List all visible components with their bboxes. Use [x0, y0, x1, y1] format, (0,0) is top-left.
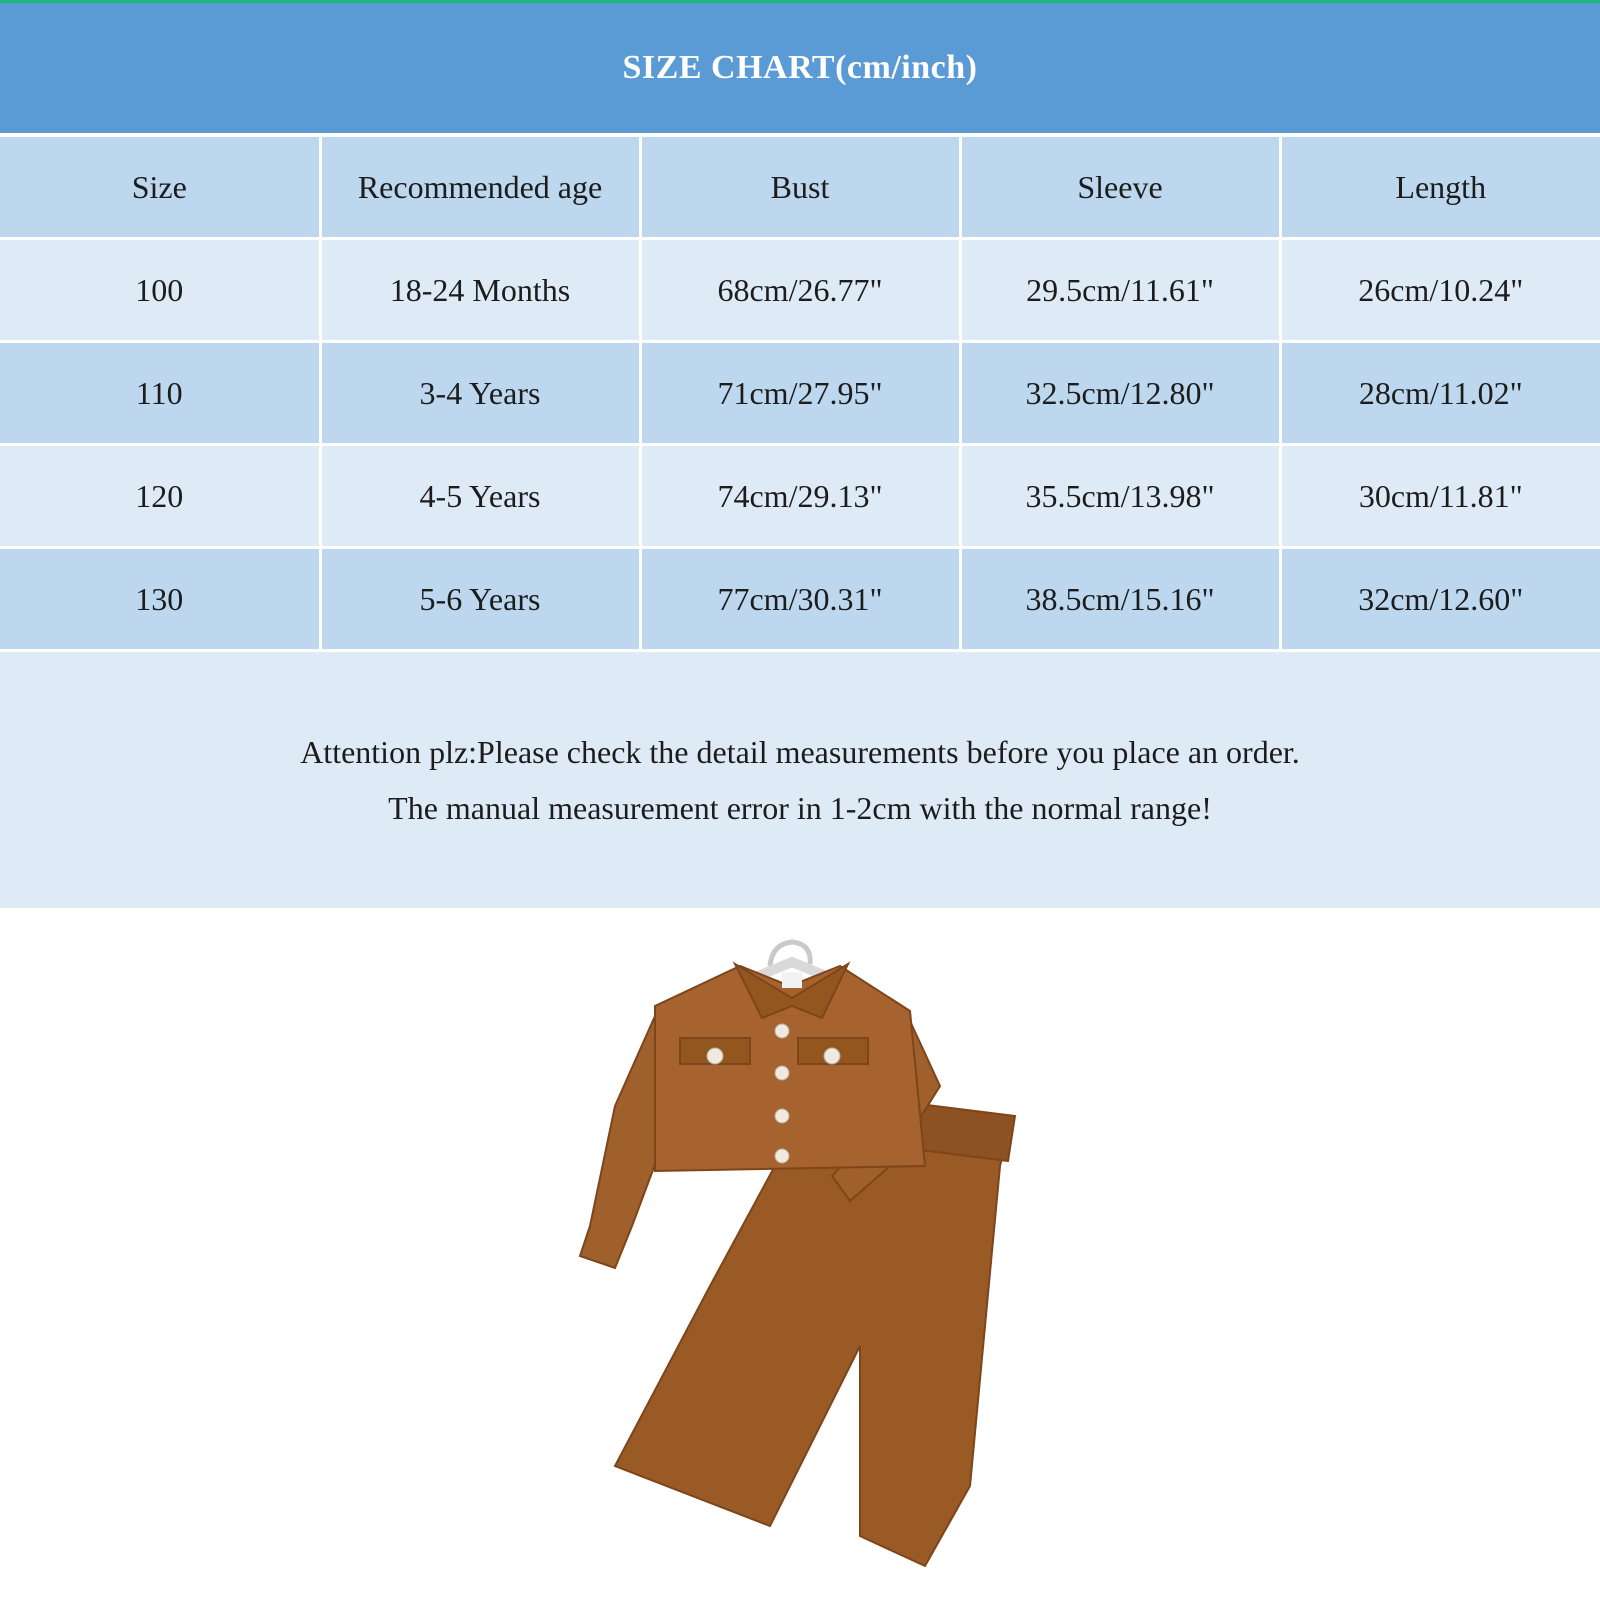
cell-sleeve: 29.5cm/11.61": [960, 239, 1280, 342]
table-header-row: [0, 137, 1600, 239]
cell-size: 110: [0, 342, 320, 445]
attention-note: [0, 652, 1600, 908]
cell-bust: 74cm/29.13": [640, 445, 960, 548]
cell-size: 130: [0, 548, 320, 651]
header-bust: Bust: [640, 137, 960, 239]
note-line-2: The manual measurement error in 1-2cm with the normal range!: [388, 790, 1212, 826]
cell-sleeve: 38.5cm/15.16": [960, 548, 1280, 651]
cell-age: 4-5 Years: [320, 445, 640, 548]
cell-bust: 71cm/27.95": [640, 342, 960, 445]
cell-length: 30cm/11.81": [1280, 445, 1600, 548]
cell-size: 120: [0, 445, 320, 548]
cell-bust: 77cm/30.31": [640, 548, 960, 651]
cell-size: 100: [0, 239, 320, 342]
outfit-illustration: [560, 926, 1040, 1586]
cell-length: 28cm/11.02": [1280, 342, 1600, 445]
cell-sleeve: 35.5cm/13.98": [960, 445, 1280, 548]
size-chart-title: SIZE CHART(cm/inch): [0, 3, 1600, 137]
cell-age: 18-24 Months: [320, 239, 640, 342]
table-row: [0, 548, 1600, 651]
cell-bust: 68cm/26.77": [640, 239, 960, 342]
cell-age: 3-4 Years: [320, 342, 640, 445]
header-size: Size: [0, 137, 320, 239]
cell-length: 26cm/10.24": [1280, 239, 1600, 342]
header-recommended-age: Recommended age: [320, 137, 640, 239]
product-image-area: [0, 908, 1600, 1602]
header-length: Length: [1280, 137, 1600, 239]
note-line-1: Attention plz:Please check the detail measurements before you place an order.: [300, 734, 1300, 770]
table-row: [0, 239, 1600, 342]
table-row: [0, 445, 1600, 548]
table-row: [0, 342, 1600, 445]
size-chart-table: [0, 137, 1600, 652]
header-sleeve: Sleeve: [960, 137, 1280, 239]
tag-label-icon: [782, 972, 802, 988]
cell-age: 5-6 Years: [320, 548, 640, 651]
cell-sleeve: 32.5cm/12.80": [960, 342, 1280, 445]
cell-length: 32cm/12.60": [1280, 548, 1600, 651]
